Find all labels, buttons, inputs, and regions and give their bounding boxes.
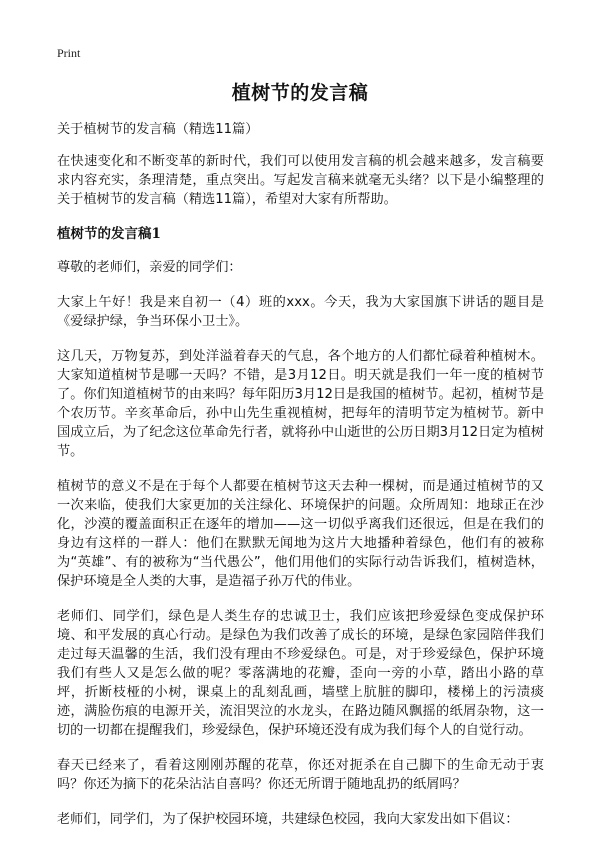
article-subtitle: 关于植树节的发言稿（精选11篇） [57,122,259,137]
print-link[interactable]: Print [57,46,81,60]
body-paragraph: 春天已经来了，看着这刚刚苏醒的花草，你还对扼杀在自己脚下的生命无动于衷吗？你还为摘下的花朵沾沾自喜吗？你还无所谓于随地乱扔的纸屑吗？ [57,758,544,792]
page-title: 植树节的发言稿 [231,82,369,104]
body-paragraph: 植树节的意义不是在于每个人都要在植树节这天去种一棵树，而是通过植树节的又一次来临，使我们大家更加的关注绿化、环境保护的问题。众所周知：地球正在沙化，沙漠的覆盖面积正在逐年的增加——这一切似乎离我们还很远，但是在我们的身边有这样的一群人：他们在默默无闻地为这片大地播种着绿色，他们有的被称为“英雄”、有的被称为“当代愚公”，他们用他们的实际行动告诉我们，植树造林，保护环境是全人类的大事，是造福子孙万代的伟业。 [57,479,544,589]
body-paragraph: 这几天，万物复苏，到处洋溢着春天的气息，各个地方的人们都忙碌着种植树木。大家知道植树节是哪一天吗？不错，是3月12日。明天就是我们一年一度的植树节了。你们知道植树节的由来吗？每年阳历3月12日是我国的植树节。起初，植树节是个农历节。辛亥革命后，孙中山先生重视植树，把每年的清明节定为植树节。新中国成立后，为了纪念这位革命先行者，就将孙中山逝世的公历日期3月12日定为植树节。 [57,349,544,459]
section-heading: 植树节的发言稿1 [57,226,161,242]
greeting-paragraph: 尊敬的老师们，亲爱的同学们： [57,260,242,275]
intro-paragraph: 在快速变化和不断变革的新时代，我们可以使用发言稿的机会越来越多，发言稿要求内容充实，条理清楚，重点突出。写起发言稿来就毫无头绪？以下是小编整理的关于植树节的发言稿（精选11篇），希望对大家有所帮助。 [57,154,544,207]
body-paragraph: 老师们、同学们，绿色是人类生存的忠诚卫士，我们应该把珍爱绿色变成保护环境、和平发展的真心行动。是绿色为我们改善了成长的环境，是绿色家园陪伴我们走过每天温馨的生活，我们没有理由不珍爱绿色。可是，对于珍爱绿色，保护环境我们有些人又是怎么做的呢？零落满地的花瓣，歪向一旁的小草，踏出小路的草坪，折断枝桠的小树，课桌上的乱刻乱画，墙壁上肮脏的脚印，楼梯上的污渍痰迹，满脸伤痕的电源开关，流泪哭泣的水龙头，在路边随风飘摇的纸屑杂物，这一切的一切都在提醒我们，珍爱绿色，保护环境还没有成为我们每个人的自觉行动。 [57,609,544,738]
article-body [57,120,544,845]
body-paragraph: 老师们，同学们，为了保护校园环境，共建绿色校园，我向大家发出如下倡议： [57,812,519,827]
body-paragraph: 大家上午好！我是来自初一（4）班的xxx。今天，我为大家国旗下讲话的题目是《爱绿护绿，争当环保小卫士》。 [57,295,544,329]
